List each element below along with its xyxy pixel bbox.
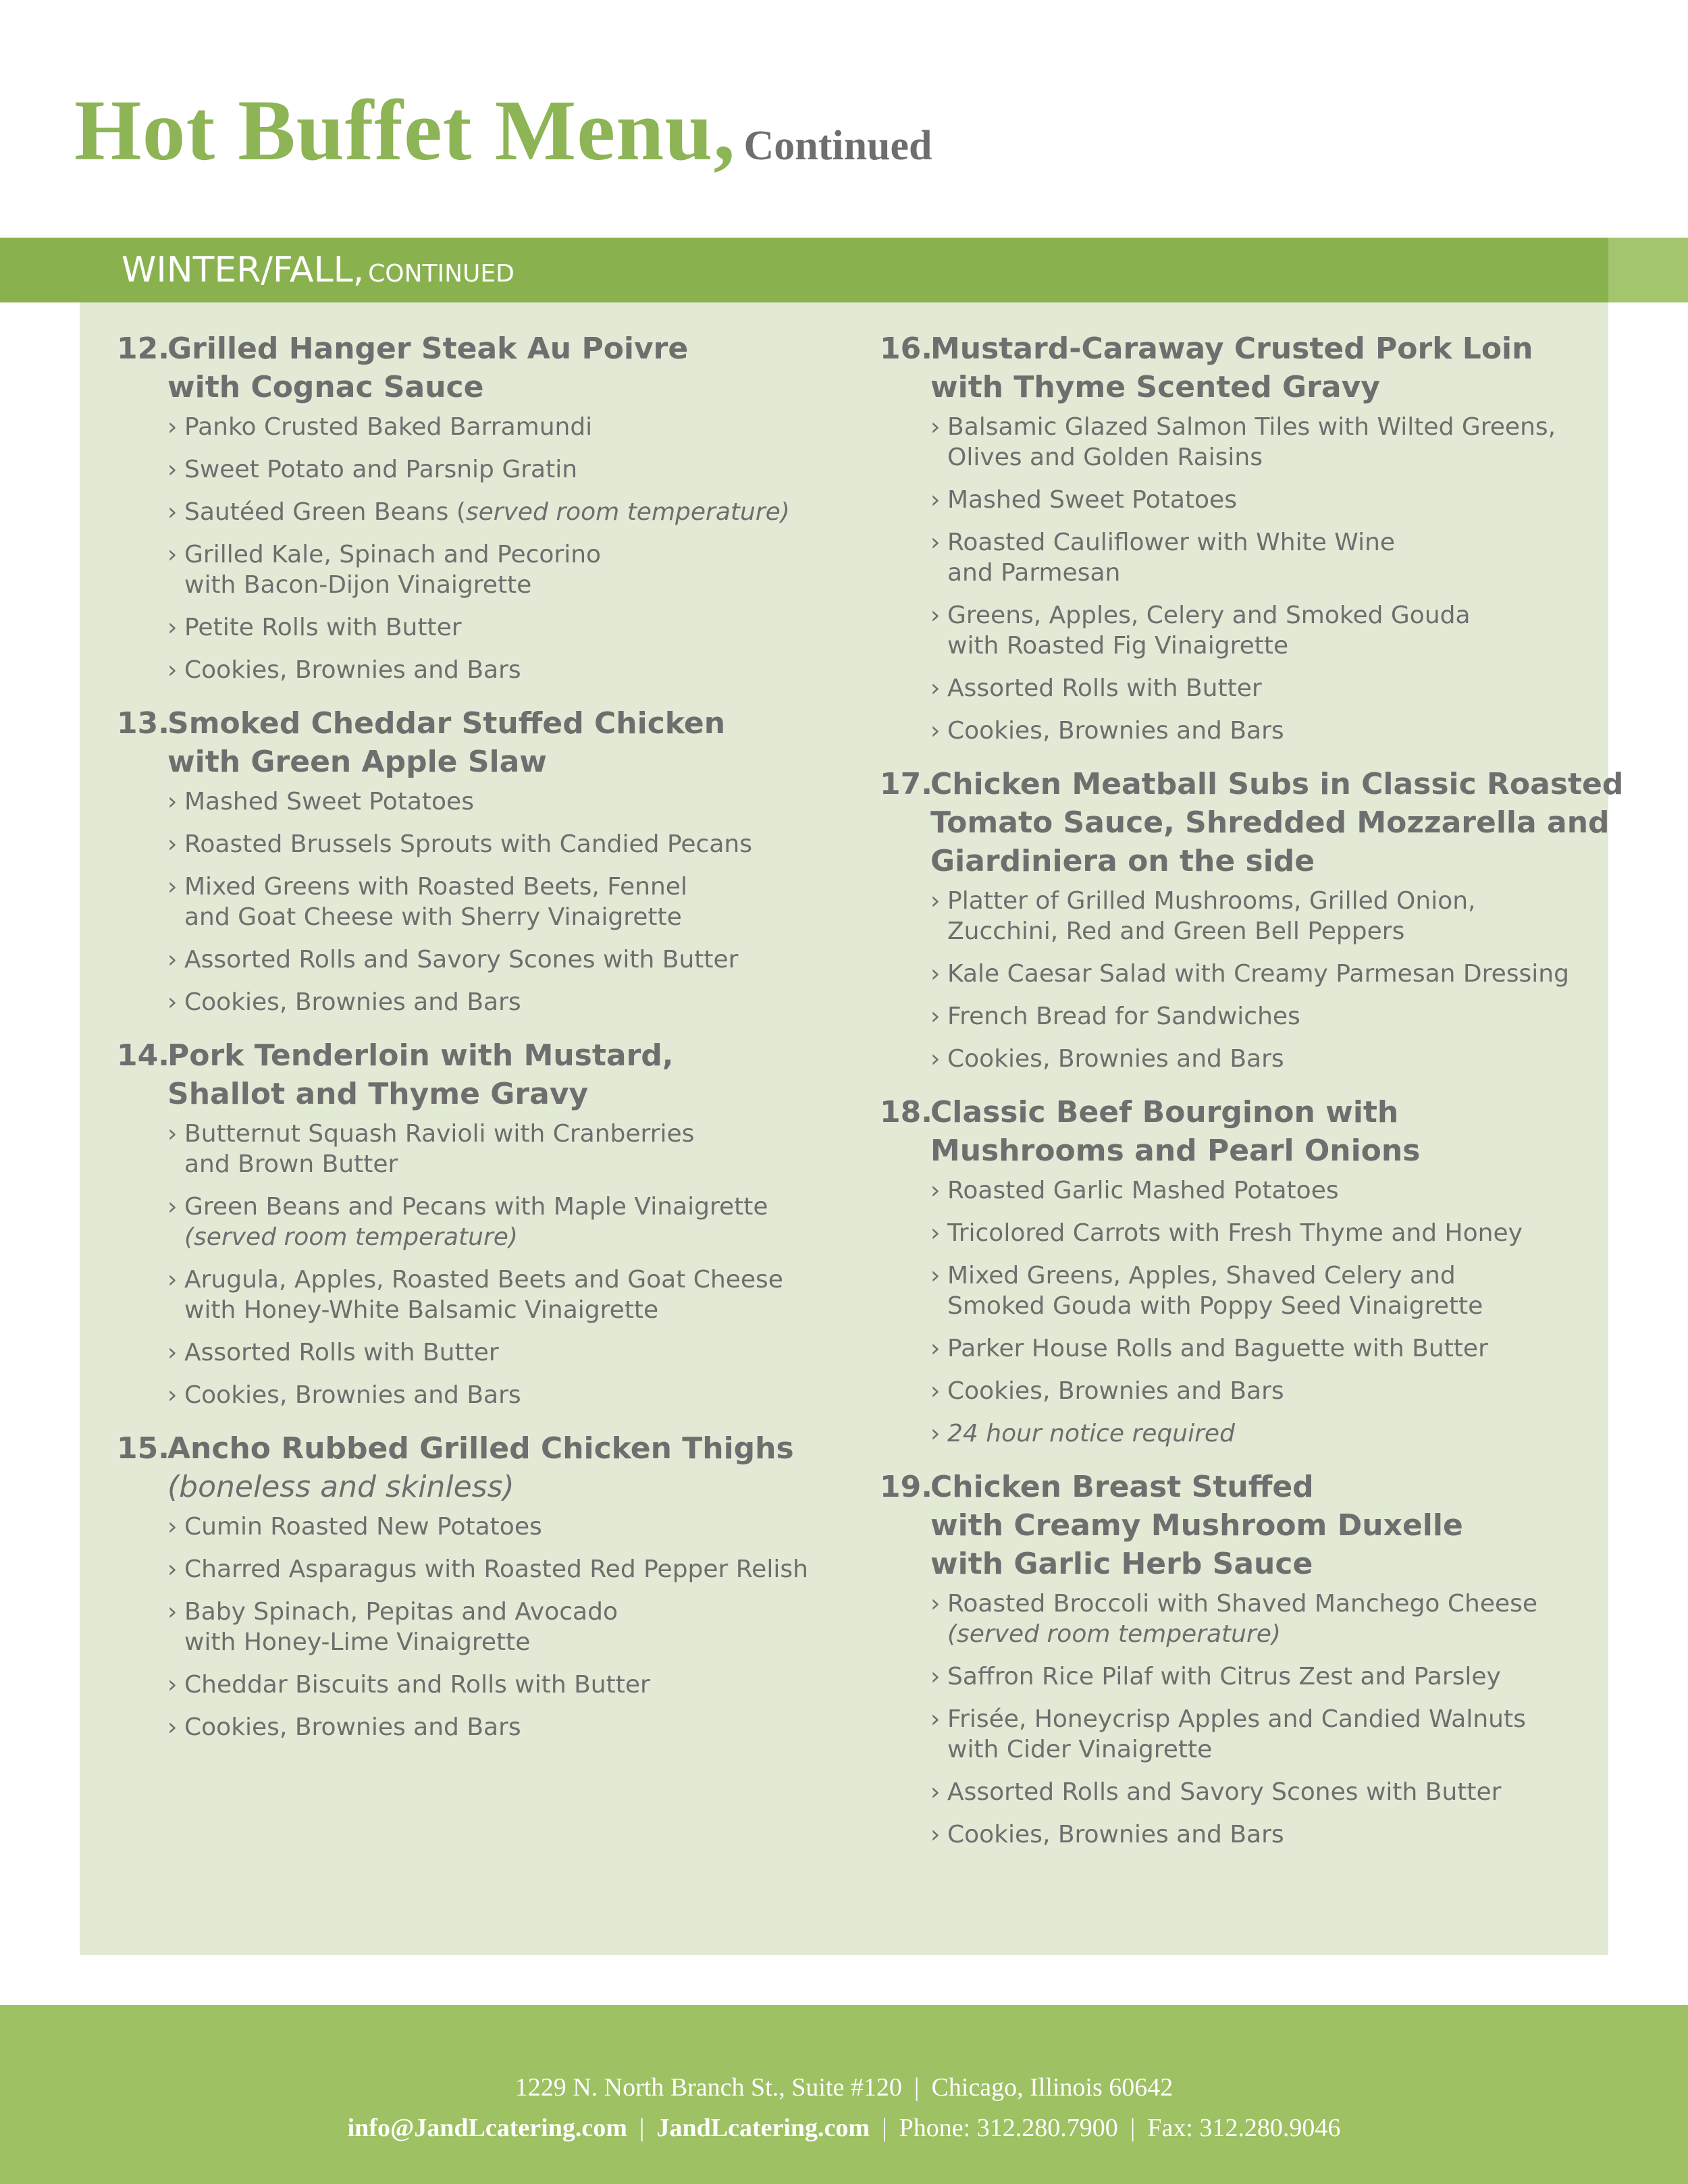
menu-item-line: › Platter of Grilled Mushrooms, Grilled Onion, [947,887,1476,915]
menu-section-title [117,704,873,781]
menu-title-line: with Green Apple Slaw [167,745,547,779]
season-sublabel: CONTINUED [368,260,515,288]
menu-item-line: › Charred Asparagus with Roasted Red Pepper Relish [184,1555,808,1583]
menu-item [930,1704,1606,1765]
menu-item [930,1044,1606,1074]
menu-item [167,1380,873,1410]
menu-item-line: › Cheddar Biscuits and Rolls with Butter [184,1671,650,1699]
menu-item [930,1777,1606,1807]
menu-item-line: and Goat Cheese with Sherry Vinaigrette [184,903,682,931]
menu-item [930,1376,1606,1406]
menu-item [167,1512,873,1542]
season-band [0,238,1688,302]
menu-section-title [117,1429,873,1506]
menu-number: 17. [880,767,932,801]
menu-item [930,1260,1606,1321]
menu-section [117,329,873,685]
menu-title-line: Grilled Hanger Steak Au Poivre [167,331,689,366]
menu-section [880,1093,1606,1449]
menu-item-line: › Roasted Brussels Sprouts with Candied Pecans [184,830,752,858]
menu-title-line: Chicken Breast Stuffed [930,1470,1314,1504]
menu-item-line: Smoked Gouda with Poppy Seed Vinaigrette [947,1292,1483,1320]
menu-item-line: › Roasted Garlic Mashed Potatoes [947,1177,1339,1204]
menu-panel [80,302,1624,1955]
menu-number: 14. [117,1038,169,1073]
menu-item-line: and Brown Butter [184,1150,398,1178]
menu-item [167,1119,873,1179]
menu-item [930,716,1606,746]
menu-item-list [930,886,1606,1074]
footer [0,2005,1688,2184]
menu-item-line: (served room temperature) [184,1223,518,1251]
menu-item-line: › Roasted Broccoli with Shaved Manchego Cheese [947,1590,1538,1618]
menu-number: 13. [117,706,169,741]
menu-item-line: › Cookies, Brownies and Bars [184,1713,521,1741]
menu-title-line: Mushrooms and Pearl Onions [930,1134,1421,1168]
menu-item-line: with Bacon-Dijon Vinaigrette [184,571,532,599]
menu-item [167,539,873,600]
menu-item [167,655,873,685]
menu-item-line: › Sautéed Green Beans (served room temperature) [184,498,790,526]
menu-item [167,497,873,527]
menu-section-title [117,329,873,406]
menu-title-line: Giardiniera on the side [930,844,1315,878]
menu-item-line: › Cookies, Brownies and Bars [947,1377,1284,1405]
menu-item-line: › Mashed Sweet Potatoes [947,486,1237,514]
menu-item [167,412,873,442]
menu-item [930,1218,1606,1248]
menu-item-line: › Greens, Apples, Celery and Smoked Gouda [947,602,1471,629]
menu-item [930,1001,1606,1032]
menu-item-line: Olives and Golden Raisins [947,444,1263,471]
menu-item-list [167,1119,873,1410]
footer-phone: Phone: 312.280.7900 [899,2114,1118,2142]
menu-item [930,1661,1606,1692]
menu-item-line: › Tricolored Carrots with Fresh Thyme and Honey [947,1219,1523,1247]
menu-section [117,1036,873,1410]
menu-item-line: › Mixed Greens, Apples, Shaved Celery and [947,1262,1456,1289]
menu-item-line: › Cookies, Brownies and Bars [184,988,521,1016]
menu-item-line: › Cookies, Brownies and Bars [947,717,1284,745]
menu-title-line: Tomato Sauce, Shredded Mozzarella and [930,805,1610,840]
menu-item-line: › Cookies, Brownies and Bars [947,1045,1284,1073]
footer-separator: | [882,2114,887,2142]
menu-item [167,1337,873,1368]
menu-title-line: Shallot and Thyme Gravy [167,1077,589,1111]
menu-item [167,787,873,817]
footer-address: 1229 N. North Branch St., Suite #120 [515,2073,902,2102]
menu-item [930,412,1606,473]
menu-section-title [117,1036,873,1113]
footer-separator: | [639,2114,645,2142]
menu-title-line: Classic Beef Bourginon with [930,1095,1399,1129]
menu-item-line: › Assorted Rolls with Butter [184,1339,499,1366]
menu-section-title [880,329,1606,406]
menu-item-line: › Petite Rolls with Butter [184,614,462,641]
footer-separator: | [914,2073,920,2102]
menu-item-list [167,412,873,685]
menu-title-note: (boneless and skinless) [167,1470,515,1504]
menu-number: 15. [117,1431,169,1466]
menu-item [167,1670,873,1700]
menu-item-line: › French Bread for Sandwiches [947,1003,1300,1030]
menu-section [117,704,873,1017]
menu-item-line: › Frisée, Honeycrisp Apples and Candied Walnuts [947,1705,1526,1733]
menu-item-line: › Balsamic Glazed Salmon Tiles with Wilted Greens, [947,413,1556,441]
menu-item-line: › Cookies, Brownies and Bars [184,1381,521,1409]
page-title [74,81,932,180]
menu-item-line: › Baby Spinach, Pepitas and Avocado [184,1598,618,1626]
menu-item [930,1418,1606,1449]
menu-item-line: › Cookies, Brownies and Bars [947,1821,1284,1848]
menu-item-line: with Honey-Lime Vinaigrette [184,1628,531,1656]
menu-item [930,1333,1606,1364]
menu-title-line: Mustard-Caraway Crusted Pork Loin [930,331,1533,366]
menu-number: 16. [880,331,932,366]
menu-item-line: › Saffron Rice Pilaf with Citrus Zest and Parsley [947,1663,1501,1690]
menu-title-line: with Thyme Scented Gravy [930,370,1380,404]
menu-column-left [117,329,873,1755]
menu-item-list [930,1589,1606,1850]
menu-item-line: › Butternut Squash Ravioli with Cranberries [184,1120,695,1148]
footer-website-link[interactable]: JandLcatering.com [656,2114,870,2142]
menu-number: 19. [880,1470,932,1504]
menu-item-line: with Roasted Fig Vinaigrette [947,632,1289,660]
menu-section [880,765,1624,1074]
menu-item-list [930,412,1606,746]
footer-contact-line [0,2113,1688,2143]
menu-title-line: with Garlic Herb Sauce [930,1547,1313,1581]
menu-item-line: › Green Beans and Pecans with Maple Vinaigrette [184,1193,768,1221]
menu-item [167,1554,873,1584]
menu-section-title [880,1468,1606,1583]
menu-item [167,1264,873,1325]
menu-item [930,1589,1606,1649]
menu-item-line: › Panko Crusted Baked Barramundi [184,413,593,441]
menu-item [930,673,1606,703]
menu-item [167,944,873,975]
season-label: WINTER/FALL, [122,250,365,290]
menu-item-line: Zucchini, Red and Green Bell Peppers [947,917,1405,945]
title-main: Hot Buffet Menu, [74,82,736,178]
footer-city: Chicago, Illinois 60642 [931,2073,1173,2102]
band-accent [1608,238,1688,302]
menu-item-line: › Assorted Rolls with Butter [947,674,1262,702]
menu-item [930,959,1606,989]
menu-item [167,1597,873,1657]
menu-item-line: › Cookies, Brownies and Bars [184,656,521,684]
menu-item-line: and Parmesan [947,559,1121,587]
menu-item-list [167,787,873,1017]
menu-section [880,329,1606,746]
season-heading [122,250,515,290]
menu-item [930,886,1606,947]
menu-number: 18. [880,1095,932,1129]
menu-item [930,1819,1606,1850]
menu-item [167,872,873,932]
served-note: served room temperature) [465,498,790,526]
menu-section-title [880,765,1624,880]
menu-item [167,987,873,1017]
menu-item-line: with Honey-White Balsamic Vinaigrette [184,1296,659,1324]
menu-item-line: › Kale Caesar Salad with Creamy Parmesan Dressing [947,960,1569,988]
footer-fax: Fax: 312.280.9046 [1147,2114,1341,2142]
menu-item-line: › Assorted Rolls and Savory Scones with Butter [184,946,739,974]
menu-item [167,1192,873,1252]
menu-item-line: › Sweet Potato and Parsnip Gratin [184,456,578,483]
menu-title-line: with Creamy Mushroom Duxelle [930,1508,1463,1543]
menu-item-list [167,1512,873,1742]
menu-item [930,527,1606,588]
menu-item-line: › Arugula, Apples, Roasted Beets and Goat Cheese [184,1266,783,1294]
menu-item-line: › 24 hour notice required [947,1420,1235,1447]
menu-item [167,1712,873,1742]
menu-section-title [880,1093,1606,1170]
menu-section [117,1429,873,1742]
menu-column-right [880,329,1624,1862]
menu-item-line: (served room temperature) [947,1620,1281,1648]
title-subtitle: Continued [743,123,932,169]
footer-address-line [0,2073,1688,2102]
menu-item-line: › Grilled Kale, Spinach and Pecorino [184,541,602,568]
menu-item [167,612,873,643]
menu-title-line: Chicken Meatball Subs in Classic Roasted [930,767,1624,801]
menu-item-line: › Parker House Rolls and Baguette with Butter [947,1335,1488,1362]
menu-item-list [930,1175,1606,1449]
menu-item-line: › Mixed Greens with Roasted Beets, Fennel [184,873,687,901]
menu-item-line: › Mashed Sweet Potatoes [184,788,474,816]
menu-title-line: Smoked Cheddar Stuffed Chicken [167,706,726,741]
menu-item [167,454,873,485]
menu-item [930,600,1606,661]
menu-item [930,485,1606,515]
menu-item-line: › Roasted Cauliflower with White Wine [947,529,1396,556]
menu-number: 12. [117,331,169,366]
menu-item [930,1175,1606,1206]
menu-title-line: with Cognac Sauce [167,370,484,404]
menu-title-line: Pork Tenderloin with Mustard, [167,1038,674,1073]
menu-item-line: › Assorted Rolls and Savory Scones with Butter [947,1778,1502,1806]
footer-email-link[interactable]: info@JandLcatering.com [347,2114,627,2142]
menu-title-line: Ancho Rubbed Grilled Chicken Thighs [167,1431,794,1466]
menu-item-line: › Cumin Roasted New Potatoes [184,1513,542,1541]
menu-item [167,829,873,859]
menu-section [880,1468,1606,1850]
footer-separator: | [1130,2114,1136,2142]
menu-item-line: with Cider Vinaigrette [947,1736,1213,1763]
